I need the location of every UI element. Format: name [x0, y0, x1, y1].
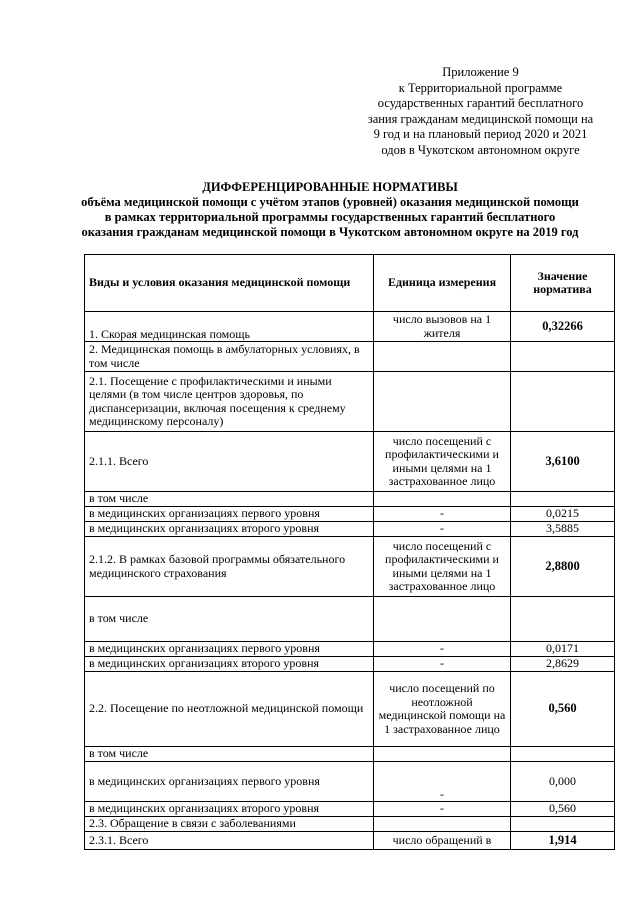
title-main: ДИФФЕРЕНЦИРОВАННЫЕ НОРМАТИВЫ [202, 180, 458, 194]
row-type: в медицинских организациях второго уровня [85, 657, 374, 672]
table-row [85, 432, 615, 492]
row-type: в медицинских организациях второго уровня [85, 522, 374, 537]
row-unit: число посещений по неотложной медицинской помощи на 1 застрахованное лицо [374, 672, 511, 747]
table-row [85, 342, 615, 372]
row-value: 0,0171 [511, 642, 615, 657]
table-row [85, 507, 615, 522]
document-title [60, 180, 600, 240]
row-value: 2,8800 [511, 537, 615, 597]
appendix-line: одов в Чукотском автономном округе [381, 142, 580, 157]
row-type: 2.3.1. Всего [85, 832, 374, 850]
row-unit: - [374, 522, 511, 537]
row-value: 3,6100 [511, 432, 615, 492]
row-type: в медицинских организациях первого уровня [85, 507, 374, 522]
row-value: 0,000 [511, 762, 615, 802]
row-value: 0,0215 [511, 507, 615, 522]
header-type: Виды и условия оказания медицинской помощи [85, 255, 374, 312]
row-value: 0,32266 [511, 312, 615, 342]
table-row [85, 817, 615, 832]
table-row [85, 762, 615, 802]
title-line: объёма медицинской помощи с учётом этапов (уровней) оказания медицинской помощи [81, 195, 579, 209]
row-unit [374, 342, 511, 372]
row-unit: число вызовов на 1 жителя [374, 312, 511, 342]
row-value: 0,560 [511, 802, 615, 817]
row-unit: - [374, 762, 511, 802]
row-unit [374, 372, 511, 432]
row-unit [374, 597, 511, 642]
row-unit [374, 747, 511, 762]
header-unit: Единица измерения [374, 255, 511, 312]
table-row [85, 372, 615, 432]
header-value: Значение норматива [511, 255, 615, 312]
row-unit: - [374, 657, 511, 672]
row-value: 2,8629 [511, 657, 615, 672]
row-value: 1,914 [511, 832, 615, 850]
table-row [85, 657, 615, 672]
row-type: в медицинских организациях первого уровня [85, 762, 374, 802]
row-type: 1. Скорая медицинская помощь [85, 312, 374, 342]
row-value [511, 342, 615, 372]
table-row [85, 522, 615, 537]
row-unit: - [374, 642, 511, 657]
row-value [511, 817, 615, 832]
row-unit: - [374, 802, 511, 817]
table-row [85, 312, 615, 342]
table-row [85, 802, 615, 817]
title-line: оказания гражданам медицинской помощи в Чукотском автономном округе на 2019 год [81, 225, 579, 239]
row-type: в медицинских организациях первого уровня [85, 642, 374, 657]
table-header-row [85, 255, 615, 312]
title-line: в рамках территориальной программы государственных гарантий бесплатного [104, 210, 556, 224]
row-value: 3,5885 [511, 522, 615, 537]
row-unit: число обращений в [374, 832, 511, 850]
row-type: в том числе [85, 597, 374, 642]
row-value [511, 747, 615, 762]
appendix-line: к Территориальной программе [398, 80, 563, 95]
table-row [85, 642, 615, 657]
normatives-table [84, 254, 615, 850]
row-type: 2.3. Обращение в связи с заболеваниями [85, 817, 374, 832]
row-type: 2.1.2. В рамках базовой программы обязательного медицинского страхования [85, 537, 374, 597]
row-value [511, 492, 615, 507]
table-row [85, 492, 615, 507]
row-value [511, 597, 615, 642]
row-type: в том числе [85, 492, 374, 507]
appendix-line: осударственных гарантий бесплатного [377, 96, 584, 110]
row-value: 0,560 [511, 672, 615, 747]
table-row [85, 672, 615, 747]
row-unit [374, 492, 511, 507]
row-unit [374, 817, 511, 832]
row-unit: число посещений с профилактическими и иными целями на 1 застрахованное лицо [374, 537, 511, 597]
row-type: 2.2. Посещение по неотложной медицинской помощи [85, 672, 374, 747]
row-unit: - [374, 507, 511, 522]
row-type: в медицинских организациях второго уровня [85, 802, 374, 817]
row-type: 2.1.1. Всего [85, 432, 374, 492]
appendix-line: Приложение 9 [442, 65, 519, 79]
table-row [85, 597, 615, 642]
appendix-line: 9 год и на плановый период 2020 и 2021 [373, 127, 588, 141]
table-row [85, 747, 615, 762]
row-value [511, 372, 615, 432]
row-type: 2.1. Посещение с профилактическими и иными целями (в том числе центров здоровья, по диспансеризации, включая посещения к среднему медицинскому персоналу) [85, 372, 374, 432]
appendix-note [338, 65, 623, 158]
row-type: 2. Медицинская помощь в амбулаторных условиях, в том числе [85, 342, 374, 372]
appendix-line: зания гражданам медицинской помощи на [367, 111, 594, 126]
row-type: в том числе [85, 747, 374, 762]
table-row [85, 537, 615, 597]
row-unit: число посещений с профилактическими и иными целями на 1 застрахованное лицо [374, 432, 511, 492]
table-row [85, 832, 615, 850]
